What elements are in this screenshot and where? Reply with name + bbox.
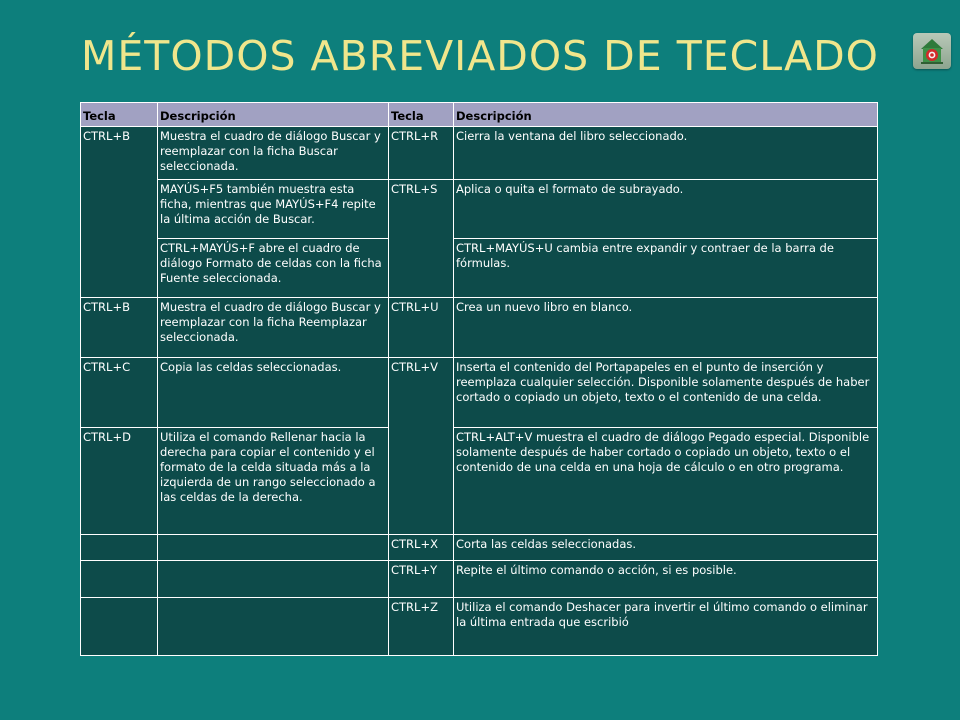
table-row xyxy=(81,428,878,535)
description-cell: Utiliza el comando Deshacer para invertir el último comando o eliminar la última entrada que escribió xyxy=(454,598,878,656)
table-row xyxy=(81,535,878,561)
description-cell: Cierra la ventana del libro seleccionado. xyxy=(454,127,878,180)
description-cell: Utiliza el comando Rellenar hacia la derecha para copiar el contenido y el formato de la celda situada más a la izquierda de un rango seleccionado a las celdas de la derecha. xyxy=(158,428,389,535)
empty-cell xyxy=(81,561,158,598)
table-row xyxy=(81,127,878,180)
key-cell: CTRL+V xyxy=(389,358,454,535)
key-cell: CTRL+S xyxy=(389,180,454,298)
description-cell: Repite el último comando o acción, si es posible. xyxy=(454,561,878,598)
empty-cell xyxy=(158,598,389,656)
table-header-row xyxy=(81,103,878,127)
key-cell: CTRL+X xyxy=(389,535,454,561)
empty-cell xyxy=(158,561,389,598)
slide-title: MÉTODOS ABREVIADOS DE TECLADO xyxy=(81,32,879,80)
table-row xyxy=(81,298,878,358)
empty-cell xyxy=(81,598,158,656)
description-cell: MAYÚS+F5 también muestra esta ficha, mientras que MAYÚS+F4 repite la última acción de Buscar. xyxy=(158,180,389,239)
empty-cell xyxy=(81,535,158,561)
header-description-right: Descripción xyxy=(454,103,878,127)
key-cell: CTRL+D xyxy=(81,428,158,535)
header-key-right: Tecla xyxy=(389,103,454,127)
description-cell: Aplica o quita el formato de subrayado. xyxy=(454,180,878,239)
table-row xyxy=(81,180,878,239)
key-cell: CTRL+B xyxy=(81,298,158,358)
key-cell: CTRL+Y xyxy=(389,561,454,598)
key-cell: CTRL+C xyxy=(81,358,158,428)
description-cell: Copia las celdas seleccionadas. xyxy=(158,358,389,428)
key-cell: CTRL+B xyxy=(81,127,158,298)
empty-cell xyxy=(158,535,389,561)
key-cell: CTRL+Z xyxy=(389,598,454,656)
description-cell: Muestra el cuadro de diálogo Buscar y reemplazar con la ficha Buscar seleccionada. xyxy=(158,127,389,180)
table-row xyxy=(81,239,878,298)
key-cell: CTRL+U xyxy=(389,298,454,358)
home-icon xyxy=(913,33,951,69)
shortcuts-table xyxy=(80,102,878,656)
key-cell: CTRL+R xyxy=(389,127,454,180)
description-cell: Crea un nuevo libro en blanco. xyxy=(454,298,878,358)
header-key-left: Tecla xyxy=(81,103,158,127)
description-cell: CTRL+MAYÚS+U cambia entre expandir y contraer de la barra de fórmulas. xyxy=(454,239,878,298)
description-cell: Corta las celdas seleccionadas. xyxy=(454,535,878,561)
table-row xyxy=(81,561,878,598)
table-row xyxy=(81,358,878,428)
header-description-left: Descripción xyxy=(158,103,389,127)
description-cell: CTRL+MAYÚS+F abre el cuadro de diálogo Formato de celdas con la ficha Fuente seleccionada. xyxy=(158,239,389,298)
home-button[interactable] xyxy=(913,33,951,69)
table-row xyxy=(81,598,878,656)
description-cell: CTRL+ALT+V muestra el cuadro de diálogo Pegado especial. Disponible solamente después de haber cortado o copiado un objeto, texto o el contenido de una celda en una hoja de cálculo o en otro programa. xyxy=(454,428,878,535)
description-cell: Inserta el contenido del Portapapeles en el punto de inserción y reemplaza cualquier selección. Disponible solamente después de haber cortado o copiado un objeto, texto o el contenido de una celda. xyxy=(454,358,878,428)
description-cell: Muestra el cuadro de diálogo Buscar y reemplazar con la ficha Reemplazar seleccionada. xyxy=(158,298,389,358)
